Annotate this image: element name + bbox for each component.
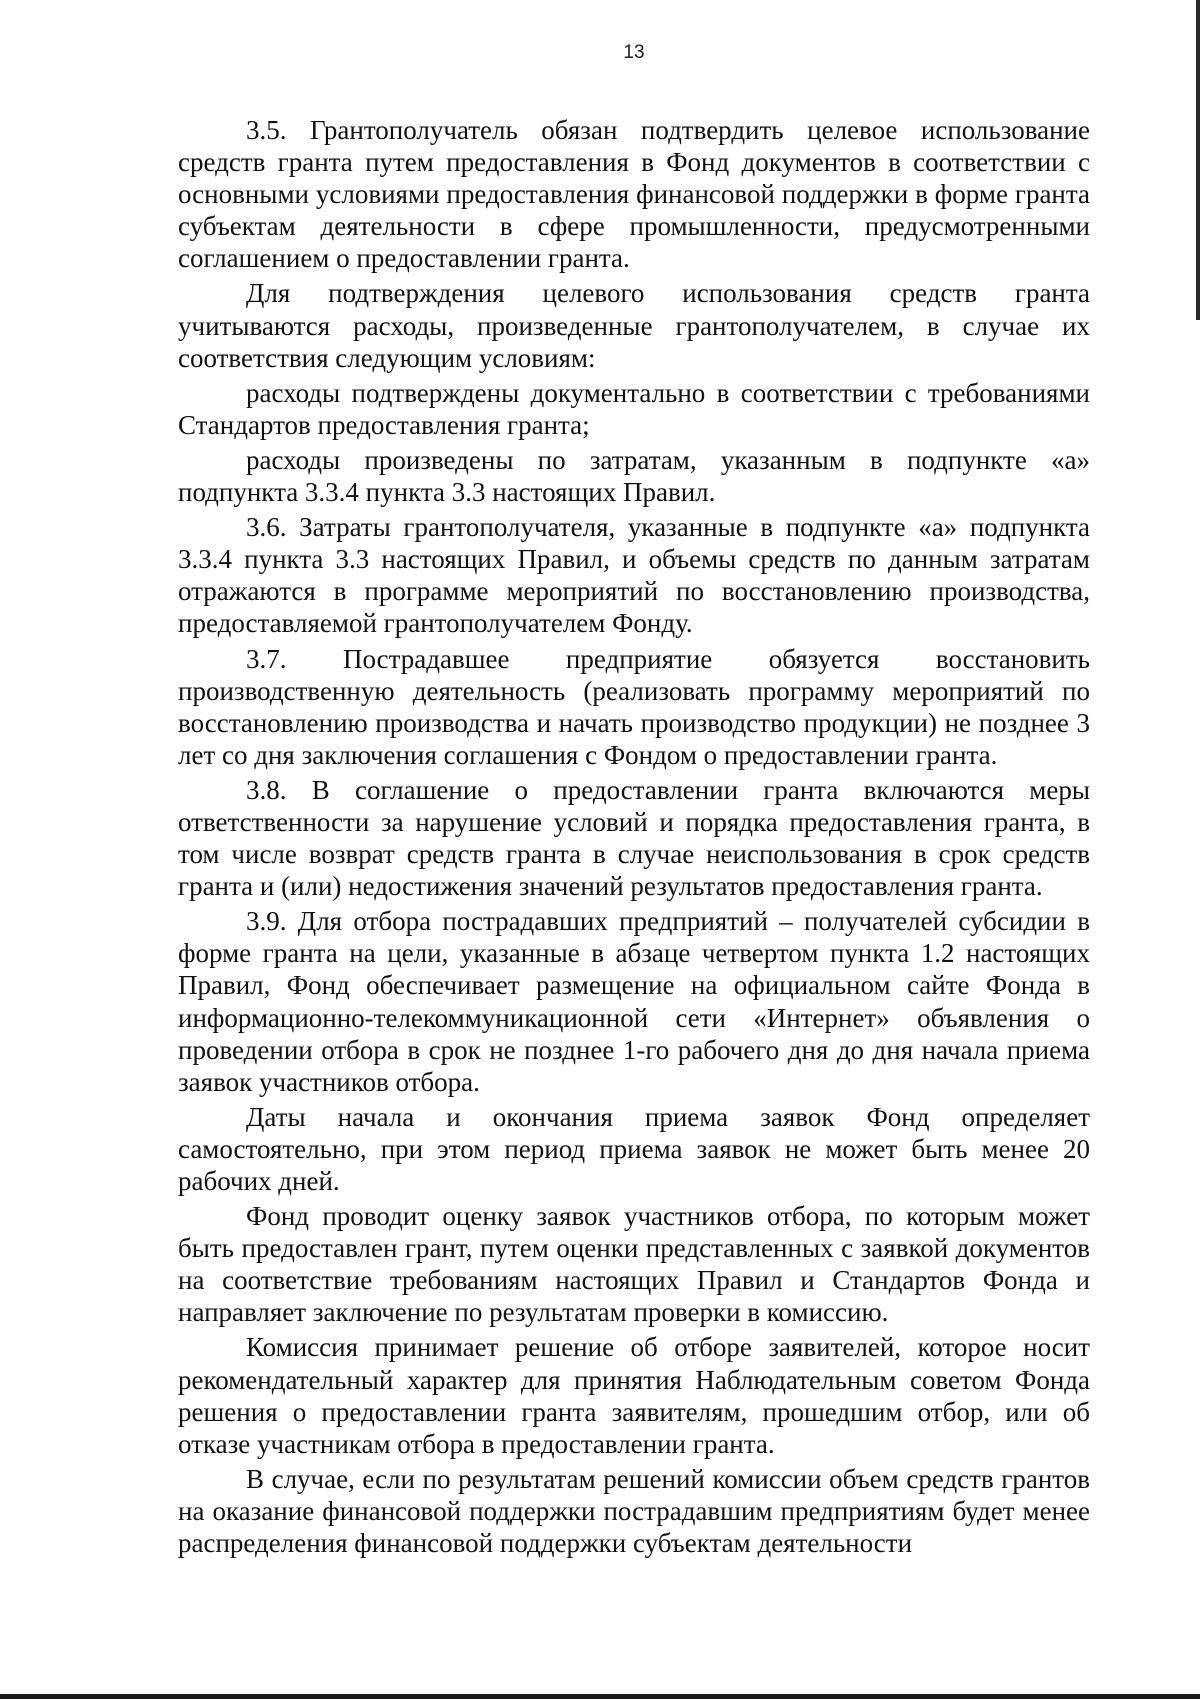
page-number: 13 [623, 42, 645, 63]
paragraph-application-dates: Даты начала и окончания приема заявок Фонд определяет самостоятельно, при этом период приема заявок не может быть менее 20 рабочих дней. [178, 1101, 1090, 1196]
document-body [178, 114, 1090, 1562]
paragraph-condition-documented: расходы подтверждены документально в соответствии с требованиями Стандартов предоставления гранта; [178, 377, 1090, 440]
paragraph-3-9: 3.9. Для отбора пострадавших предприятий – получателей субсидии в форме гранта на цели, указанные в абзаце четвертом пункта 1.2 настоящих Правил, Фонд обеспечивает размещение на официальном сайте Фонда в информационно-телекоммуникационной сети «Интернет» объявления о проведении отбора в срок не позднее 1-го рабочего дня до дня начала приема заявок участников отбора. [178, 906, 1090, 1097]
paragraph-funding-shortfall: В случае, если по результатам решений комиссии объем средств грантов на оказание финансовой поддержки пострадавшим предприятиям будет менее распределения финансовой поддержки субъектам деятельности [178, 1463, 1090, 1559]
paragraph-3-5: 3.5. Грантополучатель обязан подтвердить целевое использование средств гранта путем предоставления в Фонд документов в соответствии с основными условиями предоставления финансовой поддержки в форме гранта субъектам деятельности в сфере промышленности, предусмотренными соглашением о предоставлении гранта. [178, 115, 1090, 274]
paragraph-3-7: 3.7. Пострадавшее предприятие обязуется восстановить производственную деятельность (реализовать программу мероприятий по восстановлению производства и начать производство продукции) не позднее 3 лет со дня заключения соглашения с Фондом о предоставлении гранта. [178, 643, 1090, 770]
paragraph-3-8: 3.8. В соглашение о предоставлении гранта включаются меры ответственности за нарушение условий и порядка предоставления гранта, в том числе возврат средств гранта в случае неиспользования в срок средств гранта и (или) недостижения значений результатов предоставления гранта. [178, 774, 1090, 902]
paragraph-3-6: 3.6. Затраты грантополучателя, указанные в подпункте «а» подпункта 3.3.4 пункта 3.3 настоящих Правил, и объемы средств по данным затратам отражаются в программе мероприятий по восстановлению производства, предоставляемой грантополучателем Фонду. [178, 512, 1090, 639]
paragraph-condition-costs: расходы произведены по затратам, указанным в подпункте «а» подпункта 3.3.4 пункта 3.3 настоящих Правил. [178, 444, 1090, 508]
paragraph-fund-evaluation: Фонд проводит оценку заявок участников отбора, по которым может быть предоставлен грант, путем оценки представленных с заявкой документов на соответствие требованиям настоящих Правил и Стандартов Фонда и направляет заключение по результатам проверки в комиссию. [178, 1201, 1090, 1328]
paragraph-target-use-conditions: Для подтверждения целевого использования средств гранта учитываются расходы, произведенные грантополучателем, в случае их соответствия следующим условиям: [178, 278, 1090, 373]
scan-edge-bottom [0, 1694, 1200, 1699]
paragraph-commission-decision: Комиссия принимает решение об отборе заявителей, которое носит рекомендательный характер для принятия Наблюдательным советом Фонда решения о предоставлении гранта заявителям, прошедшим отбор, или об отказе участникам отбора в предоставлении гранта. [178, 1332, 1090, 1459]
